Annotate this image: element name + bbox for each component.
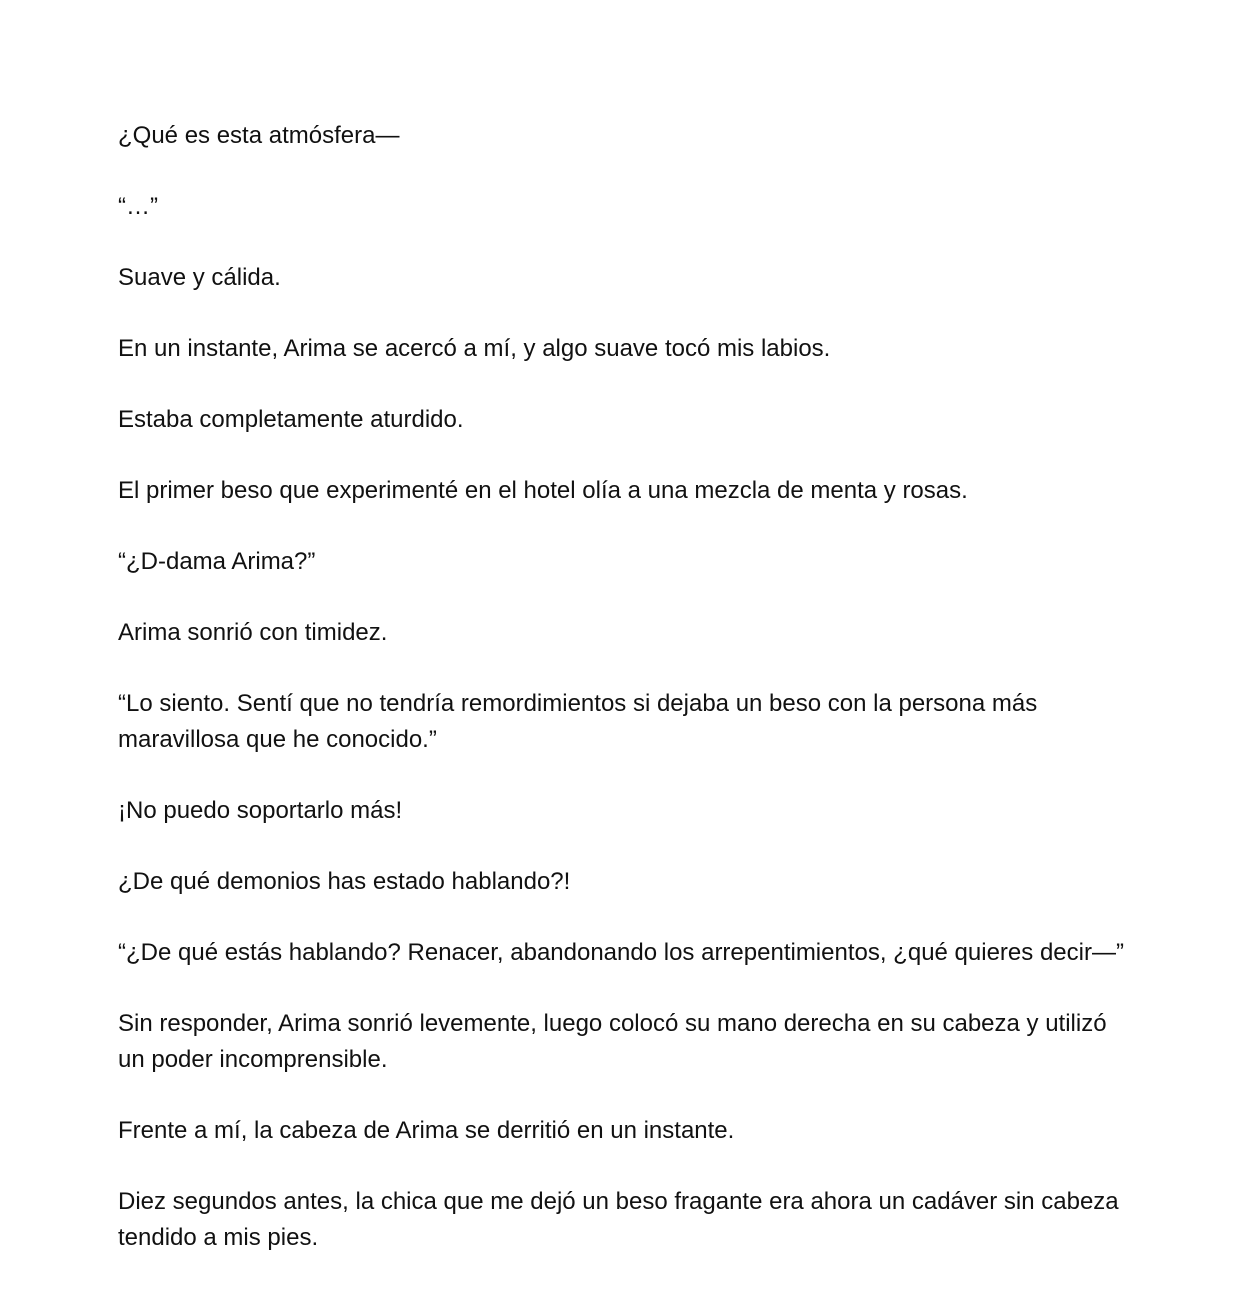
paragraph: En un instante, Arima se acercó a mí, y algo suave tocó mis labios. xyxy=(118,335,831,362)
paragraph: “¿D-dama Arima?” xyxy=(118,548,316,575)
paragraph: “…” xyxy=(118,193,158,220)
paragraph: Frente a mí, la cabeza de Arima se derritió en un instante. xyxy=(118,1117,735,1144)
paragraph: Suave y cálida. xyxy=(118,264,281,291)
paragraph: “¿De qué estás hablando? Renacer, abandonando los arrepentimientos, ¿qué quieres decir—” xyxy=(118,939,1124,966)
paragraph: “Lo siento. Sentí que no tendría remordimientos si dejaba un beso con la persona más maravillosa que he conocido.” xyxy=(118,690,1038,753)
paragraph: Diez segundos antes, la chica que me dejó un beso fragante era ahora un cadáver sin cabeza tendido a mis pies. xyxy=(118,1188,1119,1251)
paragraph: Sin responder, Arima sonrió levemente, luego colocó su mano derecha en su cabeza y utilizó un poder incomprensible. xyxy=(118,1010,1107,1073)
paragraph: ¿Qué es esta atmósfera— xyxy=(118,122,400,149)
paragraph: ¿De qué demonios has estado hablando?! xyxy=(118,868,571,895)
document-body xyxy=(118,118,1128,1291)
paragraph: Estaba completamente aturdido. xyxy=(118,406,464,433)
paragraph: ¡No puedo soportarlo más! xyxy=(118,797,403,824)
paragraph: El primer beso que experimenté en el hotel olía a una mezcla de menta y rosas. xyxy=(118,477,968,504)
paragraph: Arima sonrió con timidez. xyxy=(118,619,388,646)
